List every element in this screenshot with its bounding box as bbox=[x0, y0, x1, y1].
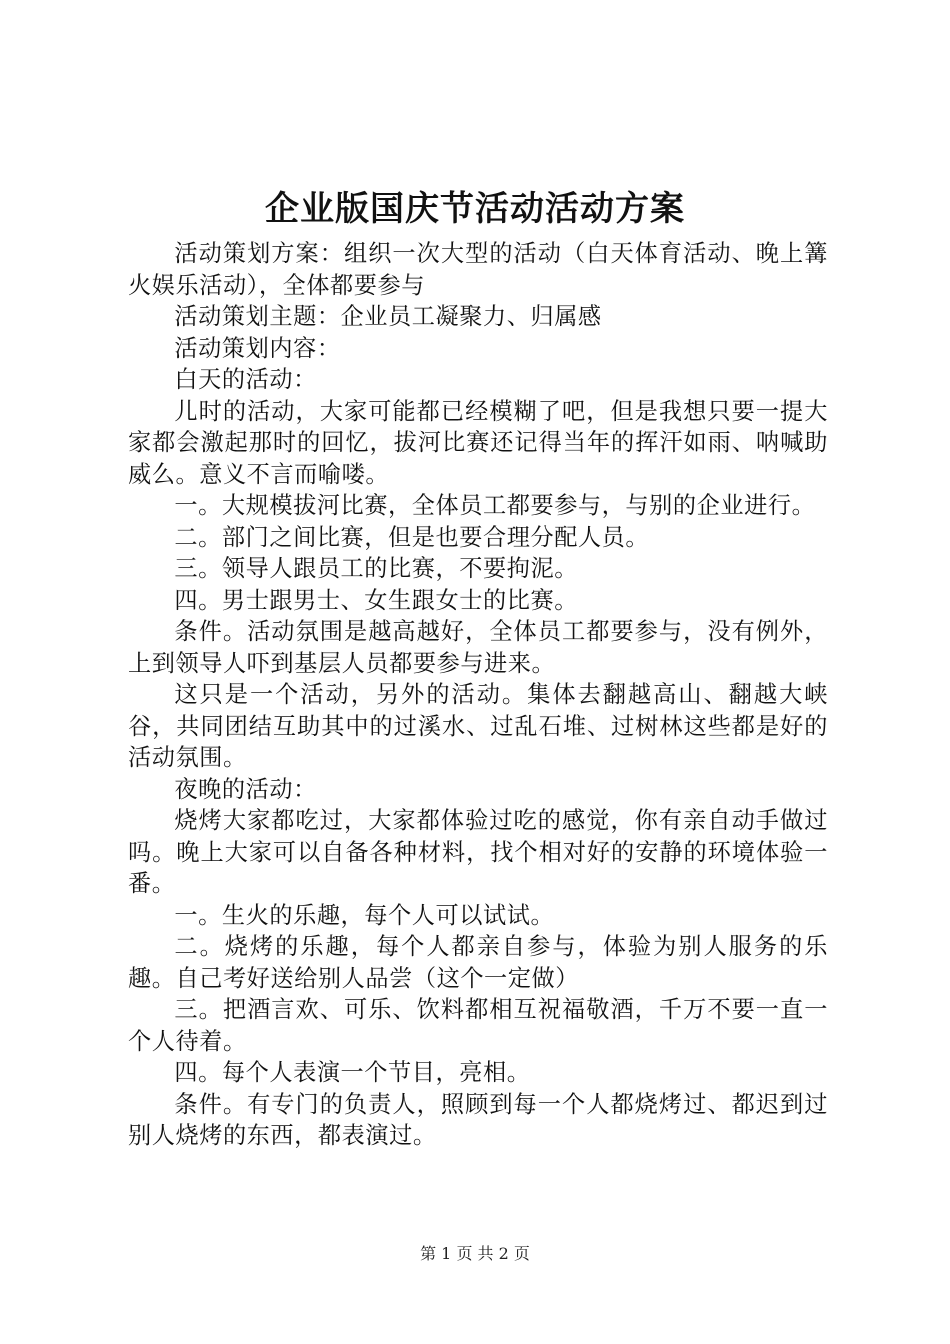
page-number-footer: 第 1 页 共 2 页 bbox=[420, 1244, 530, 1263]
paragraph: 条件。有专门的负责人，照顾到每一个人都烧烤过、都迟到过别人烧烤的东西，都表演过。 bbox=[128, 1090, 828, 1149]
paragraph: 一。大规模拔河比赛，全体员工都要参与，与别的企业进行。 bbox=[174, 492, 816, 519]
paragraph: 儿时的活动，大家可能都已经模糊了吧，但是我想只要一提大家都会激起那时的回忆，拔河比赛还记得当年的挥汗如雨、呐喊助威么。意义不言而喻喽。 bbox=[128, 397, 828, 488]
paragraph: 活动策划内容： bbox=[174, 334, 341, 362]
paragraph: 活动策划方案：组织一次大型的活动（白天体育活动、晚上篝火娱乐活动），全体都要参与 bbox=[128, 240, 828, 299]
paragraph: 条件。活动氛围是越高越好，全体员工都要参与，没有例外，上到领导人吓到基层人员都要参与进来。 bbox=[128, 618, 828, 677]
paragraph: 四。每个人表演一个节目，亮相。 bbox=[174, 1059, 531, 1086]
paragraph: 这只是一个活动，另外的活动。集体去翻越高山、翻越大峡谷，共同团结互助其中的过溪水、过乱石堆、过树林这些都是好的活动氛围。 bbox=[128, 681, 828, 771]
document-body bbox=[128, 238, 828, 1152]
paragraph: 二。烧烤的乐趣，每个人都亲自参与，体验为别人服务的乐趣。自己考好送给别人品尝（这个一定做） bbox=[128, 933, 828, 992]
paragraph: 二。部门之间比赛，但是也要合理分配人员。 bbox=[174, 523, 650, 551]
paragraph: 一。生火的乐趣，每个人可以试试。 bbox=[174, 901, 555, 929]
paragraph: 三。领导人跟员工的比赛，不要拘泥。 bbox=[174, 555, 578, 582]
paragraph: 活动策划主题：企业员工凝聚力、归属感 bbox=[174, 303, 602, 330]
paragraph: 夜晚的活动： bbox=[174, 775, 317, 803]
paragraph: 四。男士跟男士、女生跟女士的比赛。 bbox=[174, 586, 578, 614]
paragraph: 烧烤大家都吃过，大家都体验过吃的感觉，你有亲自动手做过吗。晚上大家可以自备各种材料，找个相对好的安静的环境体验一番。 bbox=[128, 807, 828, 897]
paragraph: 白天的活动： bbox=[174, 366, 317, 393]
document-title: 企业版国庆节活动活动方案 bbox=[265, 189, 685, 229]
paragraph: 三。把酒言欢、可乐、饮料都相互祝福敬酒，千万不要一直一个人待着。 bbox=[128, 996, 828, 1055]
